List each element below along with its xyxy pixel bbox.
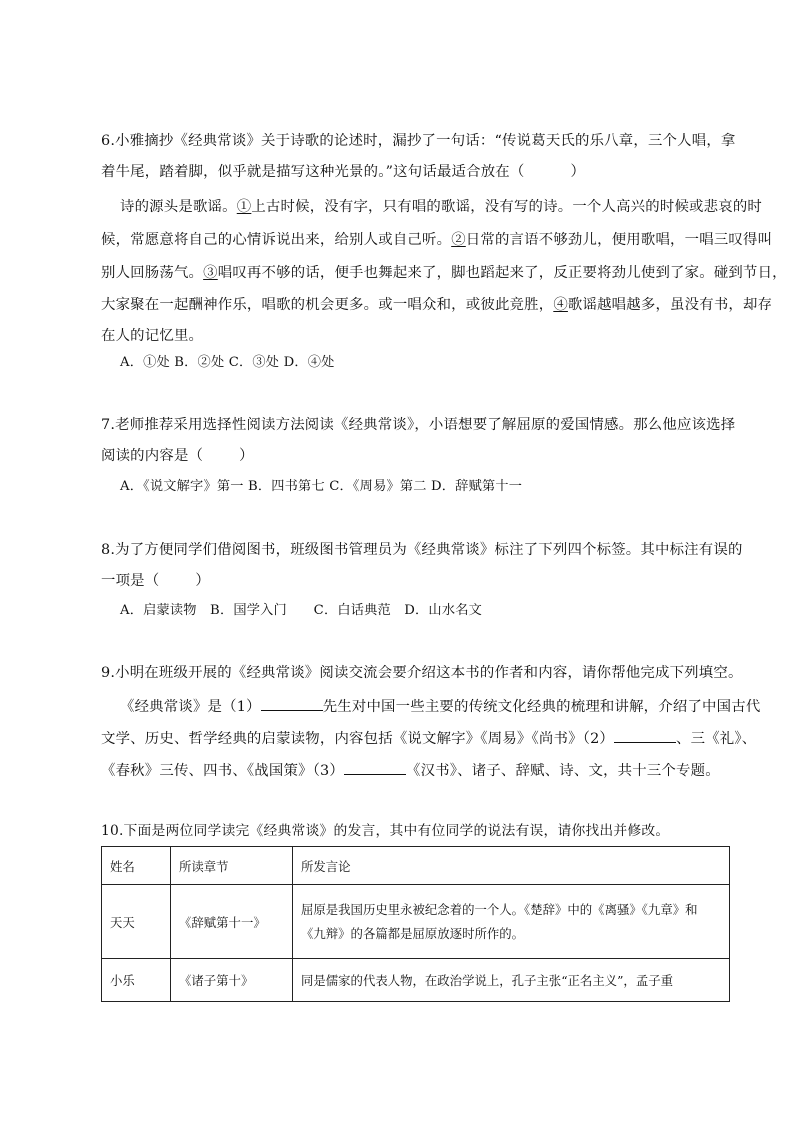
fill-blank-3[interactable]	[344, 760, 406, 775]
passage-text: 候，常愿意将自己的心情诉说出来，给别人或自己听。	[101, 232, 452, 248]
marker-1: ①	[236, 199, 252, 215]
q6-stem-line-2	[101, 162, 585, 182]
table-row	[102, 885, 730, 959]
row-chapter: 《诸子第十》	[171, 959, 293, 1002]
q6-passage-line-5: 在人的记忆里。	[101, 328, 204, 344]
fill-text: 《经典常谈》是（1）	[120, 699, 261, 715]
q8-options[interactable]: A．启蒙读物 B．国学入门 C．白话典范 D．山水名文	[120, 603, 482, 618]
table-header-row	[102, 847, 730, 885]
fill-blank-2[interactable]	[614, 728, 676, 743]
q7-paren-close: ）	[239, 448, 254, 464]
q6-stem-text: 着牛尾，踏着脚，似乎就是描写这种光景的。”这句话最适合放在（	[101, 164, 525, 180]
passage-text: 别人回肠荡气。	[101, 265, 204, 281]
header-speech: 所发言论	[293, 847, 730, 885]
q7-stem-line-1: 7.老师推荐采用选择性阅读方法阅读《经典常谈》，小语想要了解屈原的爱国情感。那么他应该选择	[101, 417, 736, 433]
marker-3: ③	[203, 265, 218, 281]
row-chapter: 《辞赋第十一》	[171, 885, 293, 959]
fill-text: 先生对中国一些主要的传统文化经典的梳理和讲解，介绍了中国古代	[322, 699, 761, 715]
passage-text: 上古时候，没有字，只有唱的歌谣，没有写的诗。一个人高兴的时候或悲哀的时	[251, 199, 763, 215]
speech-table	[101, 846, 730, 1002]
header-chapter: 所读章节	[171, 847, 293, 885]
passage-text: 歌谣越唱越多，虽没有书，却存	[567, 297, 773, 313]
q8-stem-line-1: 8.为了方便同学们借阅图书，班级图书管理员为《经典常谈》标注了下列四个标签。其中标注有误的	[101, 542, 743, 558]
row-name: 小乐	[102, 959, 171, 1002]
q7-stem-line-2	[101, 446, 254, 466]
q9-stem: 9.小明在班级开展的《经典常谈》阅读交流会要介绍这本书的作者和内容，请你帮他完成下列填空。	[101, 665, 743, 681]
fill-blank-1[interactable]	[261, 696, 323, 711]
q6-stem-line-1: 6.小雅摘抄《经典常谈》关于诗歌的论述时，漏抄了一句话：“传说葛天氏的乐八章，三个人唱，拿	[101, 133, 736, 149]
row-speech: 同是儒家的代表人物，在政治学说上，孔子主张“正名主义”，孟子重	[293, 959, 730, 1002]
passage-text: 日常的言语不够劲儿，便用歌唱，一唱三叹得叫	[465, 232, 773, 248]
table-row	[102, 959, 730, 1002]
q8-paren-close: ）	[195, 573, 210, 589]
q6-passage-line-4	[101, 295, 772, 315]
q9-fill-line-1	[120, 696, 760, 717]
q7-stem-text: 阅读的内容是（	[101, 448, 204, 464]
header-name: 姓名	[102, 847, 171, 885]
passage-text: 唱叹再不够的话，便手也舞起来了，脚也蹈起来了，反正要将劲儿使到了家。碰到节日，	[217, 265, 787, 281]
q8-stem-text: 一项是（	[101, 573, 160, 589]
q9-fill-line-2	[101, 728, 756, 749]
q9-fill-line-3	[101, 760, 720, 781]
row-speech: 屈原是我国历史里永被纪念着的一个人。《楚辞》中的《离骚》《九章》和《九辩》的各篇都是屈原放逐时所作的。	[293, 885, 730, 959]
q6-passage-line-1	[120, 197, 762, 217]
fill-text: 、三《礼》、	[676, 731, 757, 747]
passage-text: 大家聚在一起酬神作乐，唱歌的机会更多。或一唱众和，或彼此竞胜，	[101, 297, 554, 313]
q6-options[interactable]: A．①处 B．②处 C．③处 D．④处	[120, 355, 335, 370]
q6-passage-line-2	[101, 230, 772, 250]
marker-4: ④	[553, 297, 568, 313]
marker-2: ②	[451, 232, 466, 248]
row-name: 天天	[102, 885, 171, 959]
fill-text: 《汉书》、诸子、辞赋、诗、文，共十三个专题。	[406, 763, 720, 779]
q7-options[interactable]: A．《说文解字》第一 B．四书第七 C．《周易》第二 D．辞赋第十一	[120, 479, 523, 494]
fill-text: 《春秋》三传、四书、《战国策》（3）	[101, 763, 344, 779]
passage-text: 诗的源头是歌谣。	[120, 199, 237, 215]
fill-text: 文学、历史、哲学经典的启蒙读物，内容包括《说文解字》《周易》《尚书》（2）	[101, 731, 615, 747]
q10-stem: 10.下面是两位同学读完《经典常谈》的发言，其中有位同学的说法有误，请你找出并修改。	[101, 823, 670, 839]
q6-paren-close: ）	[570, 164, 586, 180]
q6-passage-line-3	[101, 263, 787, 283]
q8-stem-line-2	[101, 571, 210, 591]
